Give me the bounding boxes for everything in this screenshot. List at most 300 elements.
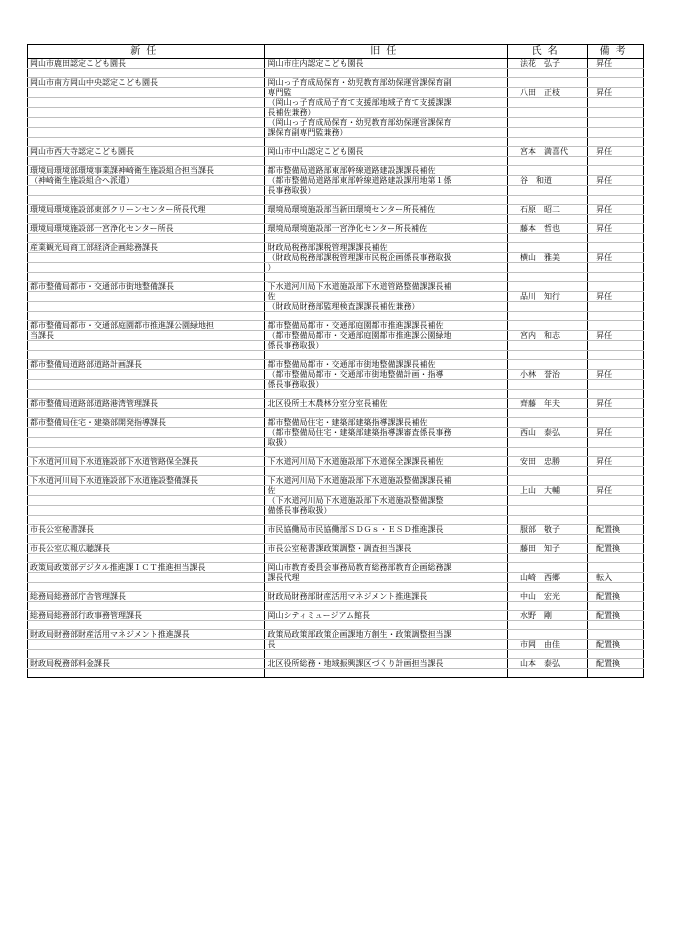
old-post-cell: 専門監 (265, 88, 508, 98)
table-row (28, 506, 644, 516)
table-row (28, 186, 644, 196)
new-post-cell (28, 215, 265, 224)
remark-cell (588, 448, 644, 457)
person-name-cell (508, 215, 588, 224)
old-post-cell: 政策局政策部政策企画課地方創生・政策調整担当課 (265, 630, 508, 640)
old-post-cell: 市民協働局市民協働部ＳＤＧｓ・ＥＳＤ推進課長 (265, 525, 508, 535)
remark-cell: 昇任 (588, 331, 644, 341)
person-name-cell (508, 563, 588, 573)
remark-cell (588, 312, 644, 321)
table-row (28, 583, 644, 592)
new-post-cell (28, 669, 265, 678)
new-post-cell (28, 380, 265, 390)
old-post-cell (265, 621, 508, 630)
old-post-cell: 下水道河川局下水道施設部下水道管路整備課課長補 (265, 282, 508, 292)
new-post-cell: 財政局財務部財産活用マネジメント推進課長 (28, 630, 265, 640)
remark-cell (588, 535, 644, 544)
remark-cell (588, 341, 644, 351)
remark-cell (588, 321, 644, 331)
new-post-cell: 下水道河川局下水道施設部下水道施設整備課長 (28, 476, 265, 486)
table-row (28, 399, 644, 409)
old-post-cell (265, 157, 508, 166)
person-name-cell (508, 341, 588, 351)
header-new: 新任 (28, 45, 265, 59)
table-body (28, 59, 644, 678)
old-post-cell (265, 535, 508, 544)
new-post-cell: 総務局総務部庁舎管理課長 (28, 592, 265, 602)
remark-cell (588, 390, 644, 399)
table-row (28, 215, 644, 224)
old-post-cell: 都市整備局住宅・建築部建築指導課課長補佐 (265, 418, 508, 428)
old-post-cell: 長事務取扱） (265, 186, 508, 196)
remark-cell (588, 360, 644, 370)
table-row (28, 292, 644, 302)
table-row (28, 341, 644, 351)
table-row (28, 273, 644, 282)
new-post-cell (28, 234, 265, 243)
old-post-cell (265, 273, 508, 282)
old-post-cell: （財政局税務部課税管理課市民税企画係長事務取扱 (265, 253, 508, 263)
person-name-cell: 市岡 由佳 (508, 640, 588, 650)
header-note: 備考 (588, 45, 644, 59)
new-post-cell (28, 138, 265, 147)
new-post-cell: 環境局環境施設部東部クリーンセンター所長代理 (28, 205, 265, 215)
old-post-cell: 岡山市教育委員会事務局教育総務部教育企画総務課 (265, 563, 508, 573)
person-name-cell: 山本 泰弘 (508, 659, 588, 669)
remark-cell (588, 302, 644, 312)
person-name-cell: 宮内 和志 (508, 331, 588, 341)
old-post-cell (265, 138, 508, 147)
table-row (28, 78, 644, 88)
new-post-cell (28, 573, 265, 583)
remark-cell (588, 69, 644, 78)
new-post-cell (28, 535, 265, 544)
new-post-cell: 岡山市南方岡山中央認定こども園長 (28, 78, 265, 88)
person-name-cell: 中山 宏光 (508, 592, 588, 602)
old-post-cell (265, 467, 508, 476)
old-post-cell: 環境局環境施設部一宮浄化センター所長補佐 (265, 224, 508, 234)
person-name-cell: 横山 雅美 (508, 253, 588, 263)
old-post-cell: （下水道河川局下水道施設部下水道施設整備課整 (265, 496, 508, 506)
remark-cell (588, 669, 644, 678)
person-name-cell (508, 476, 588, 486)
person-name-cell (508, 108, 588, 118)
table-row (28, 138, 644, 147)
person-name-cell (508, 157, 588, 166)
table-row (28, 573, 644, 583)
remark-cell: 昇任 (588, 88, 644, 98)
table-row (28, 118, 644, 128)
person-name-cell: 小林 誉治 (508, 370, 588, 380)
header-name: 氏名 (508, 45, 588, 59)
remark-cell: 昇任 (588, 399, 644, 409)
person-name-cell (508, 496, 588, 506)
new-post-cell: 総務局総務部行政事務管理課長 (28, 611, 265, 621)
table-row (28, 611, 644, 621)
table-row (28, 98, 644, 108)
new-post-cell (28, 196, 265, 205)
new-post-cell (28, 128, 265, 138)
remark-cell (588, 273, 644, 282)
old-post-cell: 取扱） (265, 438, 508, 448)
remark-cell: 昇任 (588, 59, 644, 69)
new-post-cell (28, 506, 265, 516)
person-name-cell (508, 69, 588, 78)
old-post-cell (265, 650, 508, 659)
new-post-cell (28, 157, 265, 166)
person-name-cell (508, 360, 588, 370)
table-row (28, 166, 644, 176)
person-name-cell: 服部 敬子 (508, 525, 588, 535)
table-row (28, 563, 644, 573)
new-post-cell (28, 370, 265, 380)
table-row (28, 640, 644, 650)
person-name-cell: 法花 弘子 (508, 59, 588, 69)
remark-cell: 配置換 (588, 544, 644, 554)
person-name-cell (508, 516, 588, 525)
person-name-cell (508, 282, 588, 292)
remark-cell: 昇任 (588, 428, 644, 438)
old-post-cell: 下水道河川局下水道施設部下水道保全課課長補佐 (265, 457, 508, 467)
remark-cell (588, 516, 644, 525)
new-post-cell: 岡山市鹿田認定こども園長 (28, 59, 265, 69)
new-post-cell (28, 516, 265, 525)
remark-cell (588, 243, 644, 253)
person-name-cell: 石原 昭二 (508, 205, 588, 215)
remark-cell: 配置換 (588, 659, 644, 669)
new-post-cell (28, 428, 265, 438)
old-post-cell: 佐 (265, 486, 508, 496)
new-post-cell (28, 438, 265, 448)
remark-cell (588, 128, 644, 138)
person-name-cell (508, 138, 588, 147)
old-post-cell: （都市整備局都市・交通部庭園都市推進課公園緑地 (265, 331, 508, 341)
table-row (28, 659, 644, 669)
table-row (28, 467, 644, 476)
person-name-cell: 藤田 知子 (508, 544, 588, 554)
person-name-cell (508, 467, 588, 476)
remark-cell (588, 186, 644, 196)
person-name-cell (508, 602, 588, 611)
old-post-cell: 岡山シティミュージアム館長 (265, 611, 508, 621)
person-name-cell (508, 196, 588, 205)
person-name-cell (508, 351, 588, 360)
table-row (28, 438, 644, 448)
old-post-cell: 北区役所総務・地域振興課区づくり計画担当課長 (265, 659, 508, 669)
table-row (28, 69, 644, 78)
remark-cell (588, 438, 644, 448)
remark-cell (588, 496, 644, 506)
new-post-cell (28, 88, 265, 98)
table-row (28, 331, 644, 341)
remark-cell (588, 196, 644, 205)
new-post-cell (28, 341, 265, 351)
new-post-cell (28, 69, 265, 78)
header-row (28, 45, 644, 59)
person-name-cell: 品川 知行 (508, 292, 588, 302)
table-row (28, 428, 644, 438)
old-post-cell: 財政局税務部課税管理課課長補佐 (265, 243, 508, 253)
table-row (28, 650, 644, 659)
remark-cell (588, 98, 644, 108)
new-post-cell (28, 496, 265, 506)
new-post-cell (28, 390, 265, 399)
remark-cell (588, 467, 644, 476)
table-row (28, 621, 644, 630)
remark-cell (588, 418, 644, 428)
remark-cell (588, 380, 644, 390)
person-name-cell (508, 302, 588, 312)
table-row (28, 602, 644, 611)
table-row (28, 409, 644, 418)
old-post-cell (265, 234, 508, 243)
new-post-cell (28, 448, 265, 457)
remark-cell (588, 554, 644, 563)
old-post-cell (265, 516, 508, 525)
person-name-cell (508, 438, 588, 448)
remark-cell (588, 282, 644, 292)
table-row (28, 108, 644, 118)
person-name-cell: 藤本 哲也 (508, 224, 588, 234)
new-post-cell: 政策局政策部デジタル推進課ＩＣＴ推進担当課長 (28, 563, 265, 573)
old-post-cell: 市長公室秘書課政策調整・調査担当課長 (265, 544, 508, 554)
old-post-cell: 環境局環境施設部当新田環境センター所長補佐 (265, 205, 508, 215)
new-post-cell (28, 186, 265, 196)
old-post-cell: 備係長事務取扱） (265, 506, 508, 516)
remark-cell (588, 630, 644, 640)
remark-cell: 昇任 (588, 486, 644, 496)
old-post-cell: （岡山っ子育成局保育・幼児教育部幼保運営課保育 (265, 118, 508, 128)
table-row (28, 234, 644, 243)
table-row (28, 486, 644, 496)
new-post-cell (28, 118, 265, 128)
table-row (28, 59, 644, 69)
old-post-cell: （岡山っ子育成局子育て支援部地域子育て支援課課 (265, 98, 508, 108)
remark-cell: 昇任 (588, 457, 644, 467)
table-row (28, 370, 644, 380)
person-name-cell (508, 535, 588, 544)
table-row (28, 312, 644, 321)
table-row (28, 516, 644, 525)
table-row (28, 243, 644, 253)
new-post-cell: 岡山市西大寺認定こども園長 (28, 147, 265, 157)
new-post-cell: 環境局環境施設部一宮浄化センター所長 (28, 224, 265, 234)
table-row (28, 282, 644, 292)
person-name-cell (508, 418, 588, 428)
old-post-cell (265, 409, 508, 418)
table-row (28, 88, 644, 98)
old-post-cell: 北区役所土木農林分室分室長補佐 (265, 399, 508, 409)
new-post-cell (28, 409, 265, 418)
person-name-cell (508, 650, 588, 659)
remark-cell (588, 506, 644, 516)
person-name-cell (508, 554, 588, 563)
person-name-cell (508, 78, 588, 88)
person-name-cell: 八田 正枝 (508, 88, 588, 98)
new-post-cell: 市長公室秘書課長 (28, 525, 265, 535)
old-post-cell: 係長事務取扱） (265, 380, 508, 390)
person-name-cell: 水野 剛 (508, 611, 588, 621)
remark-cell (588, 138, 644, 147)
remark-cell (588, 563, 644, 573)
old-post-cell: 財政局財務部財産活用マネジメント推進課長 (265, 592, 508, 602)
old-post-cell: 長補佐兼務） (265, 108, 508, 118)
remark-cell (588, 234, 644, 243)
new-post-cell: 都市整備局道路部道路港湾管理課長 (28, 399, 265, 409)
old-post-cell: 課保育副専門監兼務） (265, 128, 508, 138)
new-post-cell (28, 273, 265, 282)
old-post-cell: 都市整備局都市・交通部庭園都市推進課課長補佐 (265, 321, 508, 331)
table-row (28, 390, 644, 399)
remark-cell: 配置換 (588, 525, 644, 535)
table-row (28, 418, 644, 428)
table-row (28, 535, 644, 544)
table-row (28, 544, 644, 554)
new-post-cell: 環境局環境部環境事業課神崎衛生施設組合担当課長 (28, 166, 265, 176)
person-name-cell (508, 118, 588, 128)
table-row (28, 224, 644, 234)
person-name-cell (508, 630, 588, 640)
remark-cell (588, 621, 644, 630)
old-post-cell (265, 448, 508, 457)
old-post-cell: 岡山市庄内認定こども園長 (265, 59, 508, 69)
person-name-cell: 齊藤 年夫 (508, 399, 588, 409)
new-post-cell: 下水道河川局下水道施設部下水道管路保全課長 (28, 457, 265, 467)
table-row (28, 253, 644, 263)
remark-cell (588, 650, 644, 659)
remark-cell: 昇任 (588, 224, 644, 234)
table-row (28, 360, 644, 370)
new-post-cell (28, 253, 265, 263)
remark-cell: 転入 (588, 573, 644, 583)
old-post-cell (265, 69, 508, 78)
table-row (28, 147, 644, 157)
table-row (28, 157, 644, 166)
remark-cell: 配置換 (588, 611, 644, 621)
remark-cell: 配置換 (588, 640, 644, 650)
person-name-cell: 安田 忠勝 (508, 457, 588, 467)
remark-cell (588, 476, 644, 486)
person-name-cell (508, 128, 588, 138)
remark-cell (588, 118, 644, 128)
header-old: 旧任 (265, 45, 508, 59)
table-row (28, 351, 644, 360)
table-row (28, 176, 644, 186)
old-post-cell (265, 390, 508, 399)
old-post-cell: ） (265, 263, 508, 273)
new-post-cell (28, 554, 265, 563)
remark-cell: 昇任 (588, 370, 644, 380)
old-post-cell (265, 196, 508, 205)
new-post-cell (28, 640, 265, 650)
person-name-cell (508, 273, 588, 282)
new-post-cell (28, 650, 265, 659)
new-post-cell (28, 312, 265, 321)
old-post-cell: 課長代理 (265, 573, 508, 583)
table-row (28, 669, 644, 678)
new-post-cell (28, 263, 265, 273)
table-row (28, 321, 644, 331)
person-name-cell (508, 98, 588, 108)
table-row (28, 448, 644, 457)
remark-cell (588, 263, 644, 273)
old-post-cell (265, 312, 508, 321)
new-post-cell: 都市整備局都市・交通部市街地整備課長 (28, 282, 265, 292)
remark-cell: 配置換 (588, 592, 644, 602)
remark-cell (588, 583, 644, 592)
person-name-cell (508, 448, 588, 457)
person-name-cell (508, 669, 588, 678)
old-post-cell: （都市整備局道路部東部幹線道路建設課用地第１係 (265, 176, 508, 186)
old-post-cell: 都市整備局道路部東部幹線道路建設課課長補佐 (265, 166, 508, 176)
remark-cell (588, 351, 644, 360)
old-post-cell (265, 351, 508, 360)
person-name-cell (508, 312, 588, 321)
remark-cell (588, 215, 644, 224)
table-row (28, 263, 644, 273)
old-post-cell: 下水道河川局下水道施設部下水道施設整備課課長補 (265, 476, 508, 486)
table-row (28, 380, 644, 390)
remark-cell: 昇任 (588, 205, 644, 215)
old-post-cell: （財政局財務部監理検査課課長補佐兼務） (265, 302, 508, 312)
new-post-cell (28, 486, 265, 496)
old-post-cell: 係長事務取扱） (265, 341, 508, 351)
personnel-table (27, 44, 644, 678)
remark-cell: 昇任 (588, 292, 644, 302)
remark-cell (588, 157, 644, 166)
new-post-cell (28, 467, 265, 476)
old-post-cell: （都市整備局都市・交通部市街地整備計画・指導 (265, 370, 508, 380)
old-post-cell (265, 583, 508, 592)
remark-cell (588, 78, 644, 88)
new-post-cell (28, 621, 265, 630)
table-row (28, 128, 644, 138)
old-post-cell: 岡山っ子育成局保育・幼児教育部幼保運営課保育副 (265, 78, 508, 88)
old-post-cell (265, 554, 508, 563)
person-name-cell (508, 409, 588, 418)
person-name-cell: 谷 和道 (508, 176, 588, 186)
old-post-cell: （都市整備局住宅・建築部建築指導課審査係長事務 (265, 428, 508, 438)
new-post-cell (28, 583, 265, 592)
person-name-cell: 宮本 満喜代 (508, 147, 588, 157)
table-row (28, 630, 644, 640)
old-post-cell: 都市整備局都市・交通部市街地整備課課長補佐 (265, 360, 508, 370)
person-name-cell: 西山 泰弘 (508, 428, 588, 438)
remark-cell: 昇任 (588, 147, 644, 157)
person-name-cell (508, 321, 588, 331)
new-post-cell: 市長公室広報広聴課長 (28, 544, 265, 554)
old-post-cell (265, 602, 508, 611)
new-post-cell: 都市整備局住宅・建築部開発指導課長 (28, 418, 265, 428)
table-row (28, 457, 644, 467)
old-post-cell (265, 215, 508, 224)
table-row (28, 302, 644, 312)
table-row (28, 476, 644, 486)
new-post-cell: 産業観光局商工部経済企画総務課長 (28, 243, 265, 253)
person-name-cell: 上山 大輔 (508, 486, 588, 496)
table-row (28, 196, 644, 205)
old-post-cell: 岡山市中山認定こども園長 (265, 147, 508, 157)
remark-cell (588, 409, 644, 418)
person-name-cell: 山崎 西郷 (508, 573, 588, 583)
remark-cell (588, 602, 644, 611)
table-row (28, 525, 644, 535)
person-name-cell (508, 380, 588, 390)
remark-cell (588, 166, 644, 176)
person-name-cell (508, 621, 588, 630)
table-row (28, 554, 644, 563)
old-post-cell: 長 (265, 640, 508, 650)
